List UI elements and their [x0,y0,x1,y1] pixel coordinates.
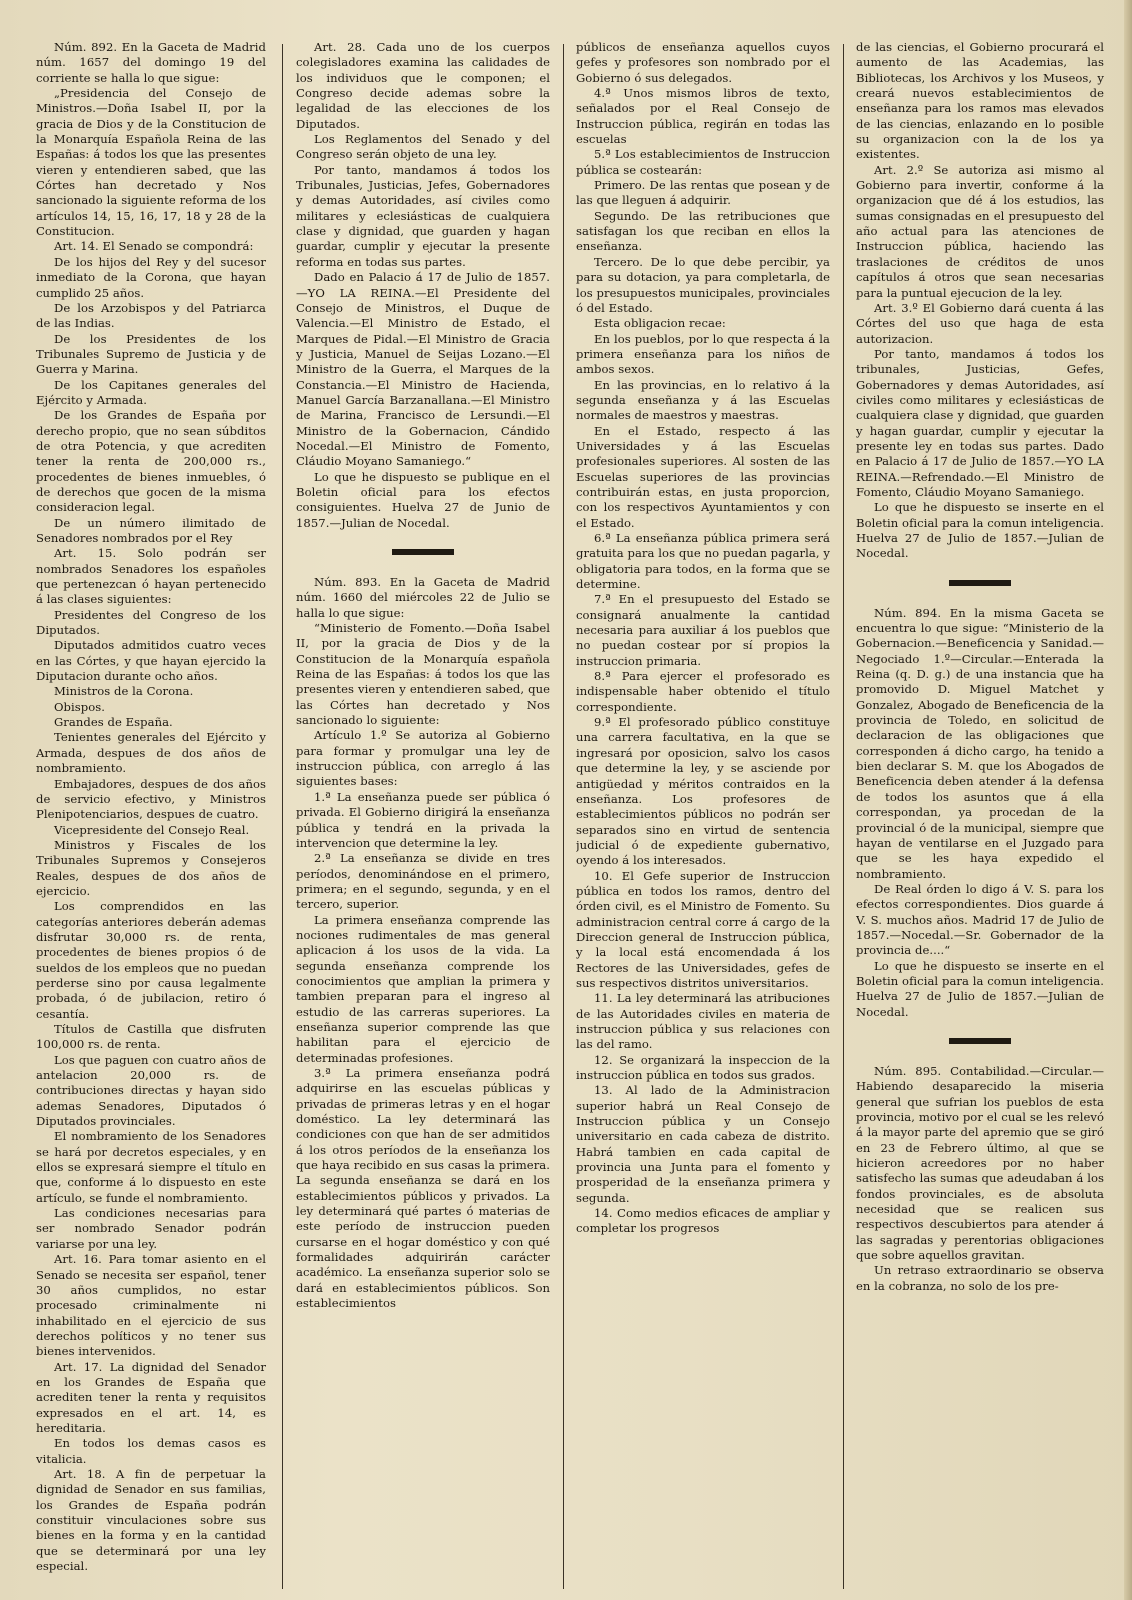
paragraph: En las provincias, en lo relativo á la segunda enseñanza y á las Escuelas normales de maestros y maestras. [576,377,830,423]
paragraph: públicos de enseñanza aquellos cuyos gefes y profesores son nombrado por el Gobierno ó sus delegados. [576,40,830,85]
column-2 [296,40,550,1600]
paragraph: Presidentes del Congreso de los Diputados. [36,607,266,638]
paragraph: Art. 28. Cada uno de los cuerpos colegisladores examina las calidades de los individuos que le componen; el Congreso decide ademas sobre la legalidad de las elecciones de los Diputados. [296,40,550,131]
paragraph: Núm. 894. En la misma Gaceta se encuentra lo que sigue: “Ministerio de la Gobernacion.—Beneficencia y Sanidad.—Negociado 1.º—Circular.—Enterada la Reina (q. D. g.) de una instancia que ha promovido D. Miguel Matchet y Gonzalez, Abogado de Beneficencia de la provincia de Toledo, en solicitud de declaracion de las obligaciones que corresponden á dicho cargo, ha tenido a bien declarar S. M. que los Abogados de Beneficencia deben atender á la defensa de todos los asuntos que á ella correspondan, ya procedan de la provincial ó de la municipal, siempre que hayan de ventilarse en el Juzgado para que se les haya expedido el nombramiento. [856,605,1104,881]
column-1 [36,40,266,1600]
paragraph: Tenientes generales del Ejército y Armada, despues de dos años de nombramiento. [36,730,266,776]
paragraph: Lo que he dispuesto se publique en el Boletin oficial para los efectos consiguientes. Huelva 27 de Junio de 1857.—Julian de Nocedal. [296,469,550,530]
paragraph: De los Grandes de España por derecho propio, que no sean súbditos de otra Potencia, y que acrediten tener la renta de 200,000 rs., procedentes de bienes inmuebles, ó de derechos que gocen de la misma consideracion legal. [36,408,266,515]
paragraph: 10. El Gefe superior de Instruccion pública en todos los ramos, dentro del órden civil, es el Ministro de Fomento. Su administracion central corre á cargo de la Direccion general de Instruccion pública, y la local está encomendada á los Rectores de las Universidades, gefes de sus respectivos distritos universitarios. [576,868,830,990]
column-divider [282,44,283,1589]
paragraph: Los que paguen con cuatro años de antelacion 20,000 rs. de contribuciones directas y hayan sido ademas Senadores, Diputados ó Diputados provinciales. [36,1052,266,1129]
paragraph: Art. 14. El Senado se compondrá: [54,239,254,254]
paragraph: Tercero. De lo que debe percibir, ya para su dotacion, ya para completarla, de los presupuestos municipales, provinciales ó del Estado. [576,254,830,315]
paragraph: 6.ª La enseñanza pública primera será gratuita para los que no puedan pagarla, y obligatoria para todos, en la forma que se determine. [576,531,830,592]
page-edge [1124,0,1132,1600]
paragraph: En los pueblos, por lo que respecta á la primera enseñanza para los niños de ambos sexos. [576,331,830,377]
paragraph: Por tanto, mandamos á todos los tribunales, Justicias, Gefes, Gobernadores y demas Autoridades, así civiles como militares y eclesiásticas de cualquiera clase y dignidad, que guarden y hagan guardar, cumplir y ejecutar la presente ley en todas sus partes. Dado en Palacio á 17 de Julio de 1857.—YO LA REINA.—Refrendado.—El Ministro de Fomento, Cláudio Moyano Samaniego. [856,346,1104,499]
paragraph: Esta obligacion recae: [594,316,726,331]
paragraph: 3.ª La primera enseñanza podrá adquirirse en las escuelas públicas y privadas de primeras letras y en el hogar doméstico. La ley determinará las condiciones con que han de ser admitidos á los otros períodos de la enseñanza los que haya recibido en sus casas la primera. La segunda enseñanza se dará en los establecimientos públicos y privados. La ley determinará qué partes ó materias de este período de instruccion pueden cursarse en el hogar doméstico y con qué formalidades adquirirán carácter académico. La enseñanza superior solo se dará en establecimientos públicos. Son establecimientos [296,1066,550,1311]
paragraph: „Presidencia del Consejo de Ministros.—Doña Isabel II, por la gracia de Dios y de la Constitucion de la Monarquía Española Reina de las Españas: á todos los que las presentes vieren y entendieren sabed, que las Córtes han decretado y Nos sancionado la siguiente reforma de los artículos 14, 15, 16, 17, 18 y 28 de la Constitucion. [36,86,266,239]
paragraph: En todos los demas casos es vitalicia. [36,1436,266,1466]
paragraph: “Ministerio de Fomento.—Doña Isabel II, por la gracia de Dios y de la Constitucion de la Monarquía española Reina de las Españas: á todos los que las presentes vieren y entendieren sabed, que las Córtes han decretado y Nos sancionado lo siguiente: [296,621,550,728]
column-4 [856,40,1104,1600]
paragraph: Segundo. De las retribuciones que satisfagan los que reciban en ellos la enseñanza. [576,208,830,254]
paragraph: Art. 2.º Se autoriza asi mismo al Gobierno para invertir, conforme á la organizacion que dé á los estudios, las sumas consignadas en el presupuesto del año actual para las atenciones de Instruccion pública, haciendo las traslaciones de créditos de unos capítulos á otros que sean necesarias para la puntual ejecucion de la ley. [856,162,1104,300]
column-divider [843,44,844,1589]
paragraph: Primero. De las rentas que posean y de las que lleguen á adquirir. [576,178,830,208]
paragraph: En el Estado, respecto á las Universidades y á las Escuelas profesionales superiores. Al sosten de las Escuelas superiores de las provincias contribuirán estas, en justa proporcion, con los respectivos Ayuntamientos y con el Estado. [576,423,830,530]
paragraph: Artículo 1.º Se autoriza al Gobierno para formar y promulgar una ley de instruccion pública, con arreglo á las siguientes bases: [296,728,550,789]
paragraph: Obispos. [54,699,106,714]
paragraph: Un retraso extraordinario se observa en la cobranza, no solo de los pre- [856,1263,1104,1293]
paragraph: Lo que he dispuesto se inserte en el Boletin oficial para la comun inteligencia. Huelva 27 de Julio de 1857.—Julian de Nocedal. [856,500,1104,561]
paragraph: Vicepresidente del Consejo Real. [54,822,250,837]
section-separator [856,576,1104,590]
paragraph: Núm. 892. En la Gaceta de Madrid núm. 1657 del domingo 19 del corriente se halla lo que sigue: [36,40,266,85]
paragraph: Grandes de España. [54,715,173,730]
paragraph: 5.ª Los establecimientos de Instruccion pública se costearán: [576,147,830,177]
paragraph: La primera enseñanza comprende las nociones rudimentales de mas general aplicacion á los usos de la vida. La segunda enseñanza comprende los conocimientos que amplian la primera y tambien preparan para el ingreso al estudio de las carreras superiores. La enseñanza superior comprende las que habilitan para el ejercicio de determinadas profesiones. [296,912,550,1065]
paragraph: Núm. 893. En la Gaceta de Madrid núm. 1660 del miércoles 22 de Julio se halla lo que sigue: [296,575,550,620]
paragraph: Las condiciones necesarias para ser nombrado Senador podrán variarse por una ley. [36,1206,266,1251]
paragraph: Ministros de la Corona. [54,684,194,699]
paragraph: Embajadores, despues de dos años de servicio efectivo, y Ministros Plenipotenciarios, despues de cuatro. [36,776,266,822]
paragraph: 13. Al lado de la Administracion superior habrá un Real Consejo de Instruccion pública y un Consejo universitario en cada cabeza de distrito. Habrá tambien en cada capital de provincia una Junta para el fomento y prosperidad de la enseñanza primera y segunda. [576,1083,830,1205]
paragraph: Art. 16. Para tomar asiento en el Senado se necesita ser español, tener 30 años cumplidos, no estar procesado criminalmente ni inhabilitado en el ejercicio de sus derechos políticos y no tener sus bienes intervenidos. [36,1252,266,1359]
paragraph: De los Capitanes generales del Ejército y Armada. [36,377,266,407]
paragraph: Los Reglamentos del Senado y del Congreso serán objeto de una ley. [296,132,550,162]
paragraph: Por tanto, mandamos á todos los Tribunales, Justicias, Jefes, Gobernadores y demas Autoridades, así civiles como militares y eclesiásticas de cualquiera clase y dignidad, que guarden y hagan guardar, cumplir y ejecutar la presente reforma en todas sus partes. [296,162,550,269]
paragraph: Art. 15. Solo podrán ser nombrados Senadores los españoles que pertenezcan ó hayan pertenecido á las clases siguientes: [36,546,266,607]
paragraph: 11. La ley determinará las atribuciones de las Autoridades civiles en materia de instruccion pública y sus relaciones con las del ramo. [576,991,830,1052]
paragraph: El nombramiento de los Senadores se hará por decretos especiales, y en ellos se expresará siempre el título en que, conforme á lo dispuesto en este artículo, se funde el nombramiento. [36,1129,266,1205]
paragraph: Art. 3.º El Gobierno dará cuenta á las Córtes del uso que haga de esta autorizacion. [856,300,1104,346]
paragraph: Dado en Palacio á 17 de Julio de 1857.—YO LA REINA.—El Presidente del Consejo de Ministros, el Duque de Valencia.—El Ministro de Estado, el Marques de Pidal.—El Ministro de Gracia y Justicia, Manuel de Seijas Lozano.—El Ministro de la Guerra, el Marques de la Constancia.—El Ministro de Hacienda, Manuel García Barzanallana.—El Ministro de Marina, Francisco de Lersundi.—El Ministro de la Gobernacion, Cándido Nocedal.—El Ministro de Fomento, Cláudio Moyano Samaniego.“ [296,270,550,469]
paragraph: De un número ilimitado de Senadores nombrados por el Rey [36,515,266,545]
paragraph: 9.ª El profesorado público constituye una carrera facultativa, en la que se ingresará por oposicion, salvo los casos que determine la ley, y se asciende por antigüedad y méritos contraidos en la enseñanza. Los profesores de establecimientos públicos no podrán ser separados sino en virtud de sentencia judicial ó de expediente gubernativo, oyendo á los interesados. [576,715,830,868]
paragraph: 4.ª Unos mismos libros de texto, señalados por el Real Consejo de Instruccion pública, regirán en todas las escuelas [576,86,830,147]
column-divider [563,44,564,1589]
paragraph: 7.ª En el presupuesto del Estado se consignará anualmente la cantidad necesaria para auxiliar á los pueblos que no puedan costear por sí propios la instruccion primaria. [576,592,830,668]
paragraph: 12. Se organizará la inspeccion de la instruccion pública en todos sus grados. [576,1052,830,1083]
column-3 [576,40,830,1600]
paragraph: Núm. 895. Contabilidad.—Circular.—Habiendo desaparecido la miseria general que sufrian los pueblos de esta provincia, motivo por el cual se les relevó á la mayor parte del apremio que se giró en 23 de Febrero último, al que se hicieron acreedores por no haber satisfecho las sumas que adeudaban á los fondos provinciales, es de absoluta necesidad que se realicen sus respectivos descubiertos para atender á las sagradas y perentorias obligaciones que sobre aquellos gravitan. [856,1063,1104,1263]
paragraph: 14. Como medios eficaces de ampliar y completar los progresos [576,1206,830,1236]
paragraph: Títulos de Castilla que disfruten 100,000 rs. de renta. [36,1022,266,1052]
paragraph: de las ciencias, el Gobierno procurará el aumento de las Academias, las Bibliotecas, los Archivos y los Museos, y creará nuevos establecimientos de enseñanza para los ramos mas elevados de las ciencias, enlazando en lo posible su organizacion con la de los ya existentes. [856,40,1104,162]
section-separator [856,1034,1104,1048]
paragraph: De los Presidentes de los Tribunales Supremo de Justicia y de Guerra y Marina. [36,331,266,377]
paragraph: Diputados admitidos cuatro veces en las Córtes, y que hayan ejercido la Diputacion durante ocho años. [36,638,266,684]
paragraph: Los comprendidos en las categorías anteriores deberán ademas disfrutar 30,000 rs. de renta, procedentes de bienes propios ó de sueldos de los empleos que no puedan perderse sino por causa legalmente probada, ó de jubilacion, retiro ó cesantía. [36,899,266,1021]
section-separator [296,545,550,559]
paragraph: 8.ª Para ejercer el profesorado es indispensable haber obtenido el título correspondiente. [576,669,830,714]
paragraph: De los Arzobispos y del Patriarca de las Indias. [36,300,266,331]
paragraph: 2.ª La enseñanza se divide en tres períodos, denominándose en el primero, primera; en el segundo, segunda, y en el tercero, superior. [296,851,550,912]
paragraph: Ministros y Fiscales de los Tribunales Supremos y Consejeros Reales, despues de dos años de ejercicio. [36,837,266,898]
paragraph: De los hijos del Rey y del sucesor inmediato de la Corona, que hayan cumplido 25 años. [36,254,266,300]
paragraph: 1.ª La enseñanza puede ser pública ó privada. El Gobierno dirigirá la enseñanza pública y tendrá en la privada la intervencion que determine la ley. [296,789,550,850]
paragraph: Art. 18. A fin de perpetuar la dignidad de Senador en sus familias, los Grandes de España podrán constituir vinculaciones sobre sus bienes en la forma y en la cantidad que se determinará por una ley especial. [36,1466,266,1574]
paragraph: Art. 17. La dignidad del Senador en los Grandes de España que acrediten tener la renta y requisitos expresados en el art. 14, es hereditaria. [36,1359,266,1435]
paragraph: Lo que he dispuesto se inserte en el Boletin oficial para la comun inteligencia. Huelva 27 de Julio de 1857.—Julian de Nocedal. [856,958,1104,1019]
paragraph: De Real órden lo digo á V. S. para los efectos correspondientes. Dios guarde á V. S. muchos años. Madrid 17 de Julio de 1857.—Nocedal.—Sr. Gobernador de la provincia de....“ [856,881,1104,958]
